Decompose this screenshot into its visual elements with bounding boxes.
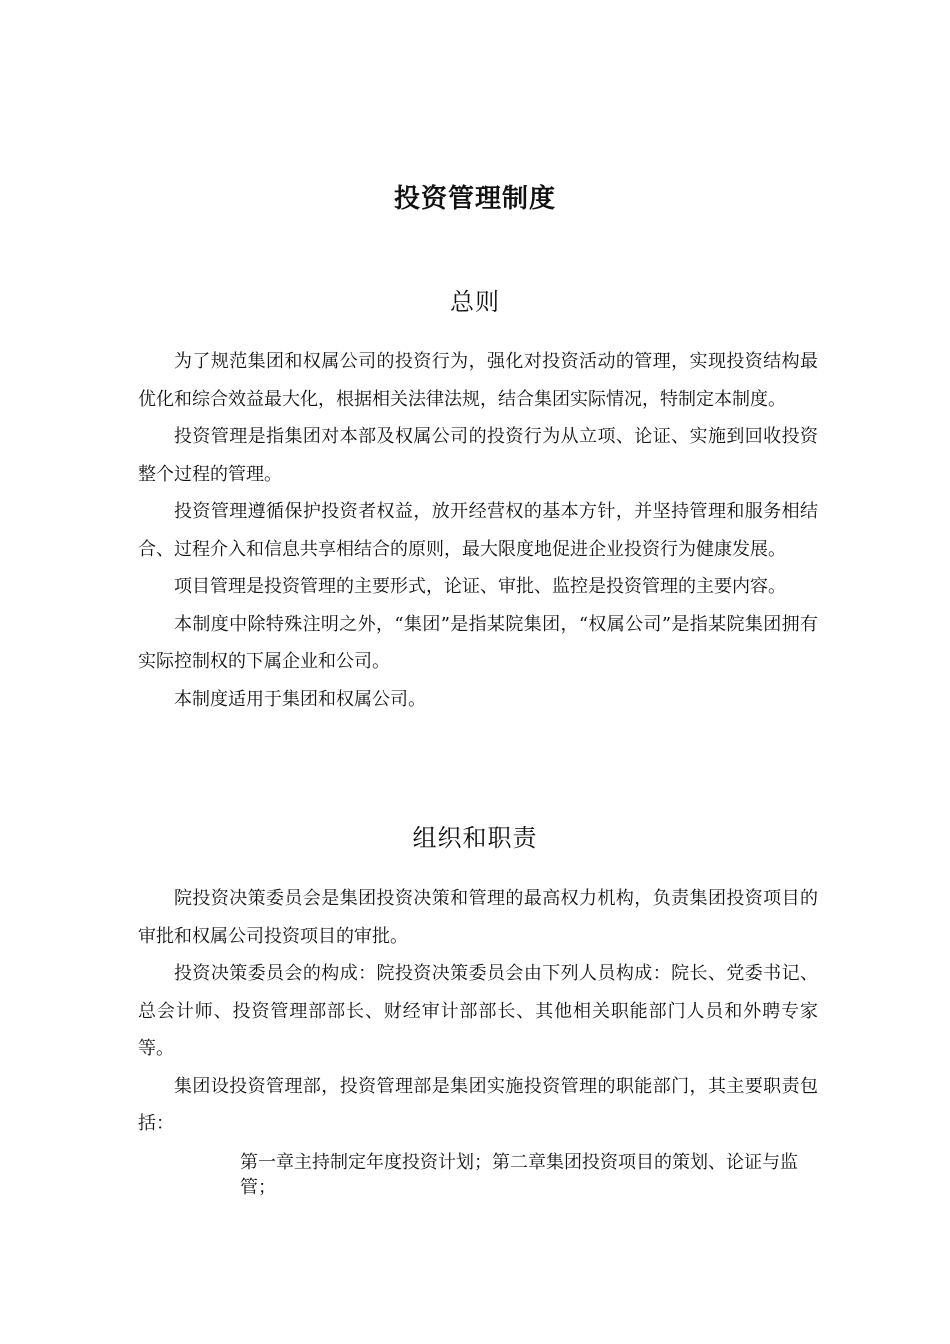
paragraph: 本制度中除特殊注明之外，“集团”是指某院集团，“权属公司”是指某院集团拥有实际控制权的下属企业和公司。 xyxy=(138,613,818,672)
paragraph: 项目管理是投资管理的主要形式，论证、审批、监控是投资管理的主要内容。 xyxy=(174,576,786,597)
paragraph: 投资管理遵循保护投资者权益，放开经营权的基本方针，并坚持管理和服务相结合、过程介入和信息共享相结合的原则，最大限度地促进企业投资行为健康发展。 xyxy=(138,501,818,560)
paragraph: 为了规范集团和权属公司的投资行为，强化对投资活动的管理，实现投资结构最优化和综合效益最大化，根据相关法律法规，结合集团实际情况，特制定本制度。 xyxy=(138,351,818,410)
paragraph: 投资决策委员会的构成：院投资决策委员会由下列人员构成：院长、党委书记、总会计师、投资管理部部长、财经审计部部长、其他相关职能部门人员和外聘专家等。 xyxy=(138,963,818,1059)
chapter-list-item: 第一章主持制定年度投资计划；第二章集团投资项目的策划、论证与监管； xyxy=(240,1152,798,1198)
section-heading-organization: 组织和职责 xyxy=(412,824,538,852)
general-section-body xyxy=(138,343,818,718)
paragraph: 投资管理是指集团对本部及权属公司的投资行为从立项、论证、实施到回收投资整个过程的管理。 xyxy=(138,426,818,485)
organization-section-body xyxy=(138,880,818,1143)
paragraph: 院投资决策委员会是集团投资决策和管理的最高权力机构，负责集团投资项目的审批和权属公司投资项目的审批。 xyxy=(138,888,818,947)
section-heading-general: 总则 xyxy=(450,288,500,316)
document-title: 投资管理制度 xyxy=(393,184,556,214)
paragraph: 集团设投资管理部，投资管理部是集团实施投资管理的职能部门，其主要职责包括： xyxy=(138,1075,818,1134)
paragraph: 本制度适用于集团和权属公司。 xyxy=(174,688,426,710)
